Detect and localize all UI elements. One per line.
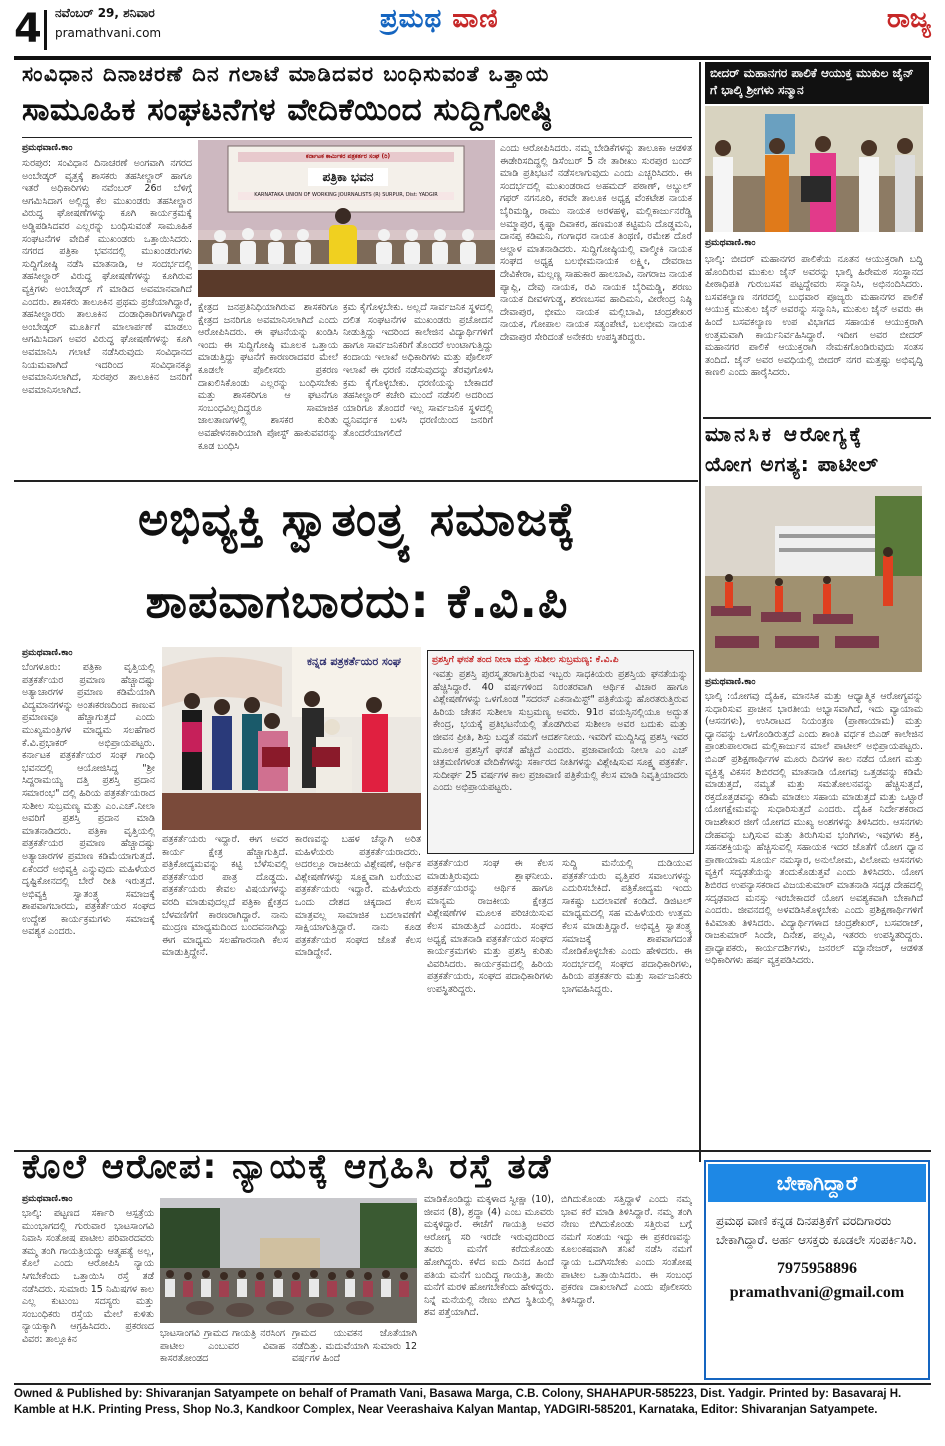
mid-story-credit: ಪ್ರಮಥವಾಣಿ.ಕಾಂ bbox=[22, 648, 73, 658]
page-number: 4 bbox=[14, 6, 42, 52]
mid-story-col-2: ಪತ್ರಕರ್ತೆಯರು ಇದ್ದಾರೆ. ಈಗ ಅವರ ಕಾರ್ಯ ಕ್ಷೇತ್ರ ಹೆಚ್ಚಾಗುತ್ತಿದೆ. ಪತ್ರಿಕೋದ್ಯಮವನ್ನು ಕಟ್ಟಿ ಬೆಳೆಸುವಲ್ಲಿ ಪತ್ರಕರ್ತೆಯರ ಪಾತ್ರ ದೊಡ್ಡದು. ಪತ್ರಕರ್ತೆಯರು ಕೇವಲ ವಿಷಯಗಳನ್ನು ವರದಿ ಮಾಡುವುದಲ್ಲದೆ ಪತ್ರಿಕಾ ಕ್ಷೇತ್ರದ ಬೆಳವಣಿಗೆಗೆ ಕಾರಣರಾಗಿದ್ದಾರೆ. ನಾನು ಮುದ್ರಣ ಮಾಧ್ಯಮದಿಂದ ಬಂದವನಾಗಿದ್ದು ಈಗ ಮಾಧ್ಯಮ ಸಲಹೆಗಾರನಾಗಿ ಕೆಲಸ ಮಾಡುತ್ತಿದ್ದೇನೆ. bbox=[162, 834, 288, 959]
felicitation-illustration bbox=[705, 106, 923, 232]
award-illustration bbox=[162, 647, 421, 830]
website-link[interactable]: pramathvani.com bbox=[55, 26, 162, 40]
right-story-1-headline-text: ಬೀದರ್ ಮಹಾನಗರ ಪಾಲಿಕೆ ಆಯುಕ್ತ ಮುಕುಲ ಜೈನ್ ಗೆ ಭಾಲ್ಕಿ ಶ್ರೀಗಳು ಸನ್ಮಾನ bbox=[710, 66, 914, 97]
masthead-rule bbox=[14, 56, 931, 60]
mid-story-col-5: ಸುದ್ದಿ ಮನೆಯಲ್ಲಿ ದುಡಿಯುವ ಪತ್ರಕರ್ತೆಯರು ವೃತ್ತಿಪರ ಸವಾಲುಗಳನ್ನು ಎದುರಿಸಬೇಕಿದೆ. ಪತ್ರಿಕೋದ್ಯಮ ಇಂದು ಸಾಕಷ್ಟು ಬದಲಾವಣೆ ಕಂಡಿದೆ. ಡಿಜಿಟಲ್ ಮಾಧ್ಯಮದಲ್ಲಿ ಸಹ ಮಹಿಳೆಯರು ಉತ್ತಮ ಕೆಲಸ ಮಾಡುತ್ತಿದ್ದಾರೆ. ಅಭಿವ್ಯಕ್ತಿ ಸ್ವಾತಂತ್ರ್ಯ ಸಮಾಜಕ್ಕೆ ಶಾಪವಾಗದಂತೆ ನೋಡಿಕೊಳ್ಳಬೇಕು ಎಂದು ಹೇಳಿದರು. ಈ ಸಂದರ್ಭದಲ್ಲಿ ಸಂಘದ ಪದಾಧಿಕಾರಿಗಳು, ಹಿರಿಯ ಪತ್ರಕರ್ತರು ಮತ್ತು ಸಾರ್ವಜನಿಕರು ಭಾಗವಹಿಸಿದ್ದರು. bbox=[562, 858, 692, 995]
footer-rule bbox=[14, 1383, 931, 1385]
mid-story-col-3: ಕಾರಣವನ್ನು ಬಹಳ ಚೆನ್ನಾಗಿ ಅರಿತ ಮಹಿಳೆಯರು ಪತ್ರಕರ್ತೆಯರಾದರು. ಅದರಲ್ಲೂ ರಾಜಕೀಯ ವಿಶ್ಲೇಷಣೆ, ಆರ್ಥಿಕ ವಿಶ್ಲೇಷಣೆಗಳನ್ನು ಸೂಕ್ಷ್ಮವಾಗಿ ಬರೆಯುವ ಪತ್ರಕರ್ತೆಯರು ಇದ್ದಾರೆ. ಮಹಿಳೆಯರು ಒಂದು ದೇಶದ ಚಿಕ್ಕದಾದ ಕೆಲಸ ಮಾತ್ರವಲ್ಲ ಸಾಮಾಜಿಕ ಬದಲಾವಣೆಗೆ ಸಾಕ್ಷಿಯಾಗುತ್ತಿದ್ದಾರೆ. ನಾನು ಕೂಡ ಪತ್ರಕರ್ತೆಯರ ಸಂಘದ ಜೊತೆ ಕೆಲಸ ಮಾಡಿದ್ದೇನೆ. bbox=[295, 834, 421, 959]
logo-word-1: ಪ್ರಮಥ bbox=[380, 4, 443, 34]
right-story-2-headline-1: ಮಾನಸಿಕ ಆರೋಗ್ಯಕ್ಕೆ bbox=[705, 422, 865, 446]
masthead bbox=[0, 0, 945, 58]
yoga-illustration bbox=[705, 486, 922, 672]
press-meet-photo bbox=[198, 140, 495, 297]
masthead-divider bbox=[44, 10, 47, 50]
yoga-photo bbox=[705, 486, 922, 672]
bottom-story-col-3: ಗ್ರಾಮದ ಯುವಕನ ಜೊತೆಯಾಗಿ ನಡೆದಿತ್ತು. ಮದುವೆಯಾಗಿ ಸುಮಾರು 12 ವರ್ಷಗಳ ಹಿಂದೆ bbox=[292, 1328, 417, 1365]
top-story-headline-2: ಸಾಮೂಹಿಕ ಸಂಘಟನೆಗಳ ವೇದಿಕೆಯಿಂದ ಸುದ್ದಿಗೋಷ್ಠಿ bbox=[22, 92, 553, 128]
rule bbox=[22, 137, 692, 138]
mid-story-box bbox=[427, 650, 694, 854]
section-divider bbox=[14, 480, 698, 482]
logo-word-2: ವಾಣಿ bbox=[452, 4, 499, 34]
banner-text-2: ಪತ್ರಿಕಾ ಭವನ bbox=[322, 170, 374, 184]
column-divider bbox=[699, 62, 701, 1162]
mid-story-box-text: ಇವತ್ತು ಪ್ರಶಸ್ತಿ ಪುರಸ್ಕೃತರಾಗುತ್ತಿರುವ ಇಬ್ಬರು ಸಾಧಕಿಯರು ಪ್ರಶಸ್ತಿಯ ಘನತೆಯನ್ನು ಹೆಚ್ಚಿಸಿದ್ದಾರೆ. 40 ವರ್ಷಗಳಿಂದ ನಿರಂತರವಾಗಿ ಆರ್ಥಿಕ ವಿಚಾರ ಹಾಗೂ ವಿಶ್ಲೇಷಣೆಗಳನ್ನು ಒಳಗೊಂಡ "ಸದರನ್ ಎಕನಾಮಿಸ್ಟ್" ಪತ್ರಿಕೆಯನ್ನು ಹೊರತರುತ್ತಿರುವ ಹಿರಿಯ ಚೇತನ ಸುಶೀಲಾ ಸುಬ್ರಮಣ್ಯ ಅವರು. 91ರ ವಯಸ್ಸಿನಲ್ಲಿಯೂ ಅದ್ಭುತ ಕೇಂದ್ರ, ಭಯಕ್ಕೆ ಪ್ರತಿಭಟನೆಯಲ್ಲಿ ತೊಡಗಿರುವ ಸುಶೀಲಾ ಅವರ ಬದುಕು ಮತ್ತು ಜೀವನ ಪ್ರೀತಿ, ಶಿಸ್ತು ಬದ್ಧತೆ ನಮಗೆ ಆದರ್ಶನೀಯ. ಇವರಿಗೆ ಮುದ್ದಿಸಿದ್ದ ಪ್ರಶಸ್ತಿ ಇವರ ಮೂಲಕ ಪ್ರಶಸ್ತಿಗೆ ಘನತೆ ಹೆಚ್ಚಿದೆ ಎಂದರು. ಪ್ರಜಾವಾಣಿಯ ನೀಲಾ ಎಂ ಎಚ್ ಚಿತ್ರಮಣಿಗಳಂತ ವೇದಿಕೆಗಳನ್ನು ಸರ್ಕಾರದ ನೀತಿಗಳನ್ನು ವಿಶ್ಲೇಷಿಸುವ ಸೂಕ್ಷ್ಮ ಪತ್ರಕರ್ತೆ. ಸುದೀರ್ಘ 25 ವರ್ಷಗಳ ಕಾಲ ಪ್ರಜಾವಾಣಿ ಪತ್ರಿಕೆಯಲ್ಲಿ ಕೆಲಸ ಮಾಡಿ ನಿವೃತ್ತಿಯಾದರು ಎಂದು ಅಭಿಪ್ರಾಯಪಟ್ಟರು. bbox=[433, 669, 688, 794]
mid-story-subhead: ಪ್ರಶಸ್ತಿಗೆ ಘನತೆ ತಂದ ನೀಲಾ ಮತ್ತು ಸುಶೀಲ ಸುಬ್ರಮಣ್ಯ: ಕೆ.ವಿ.ಪಿ bbox=[432, 655, 619, 665]
right-story-2-headline-2: ಯೋಗ ಅಗತ್ಯ: ಪಾಟೀಲ್ bbox=[705, 452, 879, 476]
mid-story-col-4: ಪತ್ರಕರ್ತೆಯರ ಸಂಘ ಈ ಕೆಲಸ ಮಾಡುತ್ತಿರುವುದು ಶ್ಲಾಘನೀಯ. ಪತ್ರಕರ್ತೆಯರನ್ನು ಆರ್ಥಿಕ ಹಾಗೂ ಮಾನ್ಯಮ ರಾಜಕೀಯ ಕ್ಷೇತ್ರದ ವಿಶ್ಲೇಷಣೆಗಳ ಮೂಲಕ ಪರಿಚಯಿಸುವ ಕೆಲಸ ಮಾಡುತ್ತಿದೆ ಎಂದರು. ಸಂಘದ ಅಧ್ಯಕ್ಷೆ ಮಾತನಾಡಿ ಪತ್ರಕರ್ತೆಯರ ಸಂಘದ ಕಾರ್ಯಕ್ರಮಗಳು ಮತ್ತು ಪ್ರಶಸ್ತಿ ಕುರಿತು ವಿವರಿಸಿದರು. ಕಾರ್ಯಕ್ರಮದಲ್ಲಿ ಹಿರಿಯ ಪತ್ರಕರ್ತೆಯರು, ಸಂಘದ ಪದಾಧಿಕಾರಿಗಳು ಉಪಸ್ಥಿತರಿದ್ದರು. bbox=[427, 858, 553, 995]
press-meet-illustration bbox=[198, 140, 495, 297]
bottom-story-col-4: ಮಾಡಿಕೊಂಡಿದ್ದು ಮಕ್ಕಳಾದ ಸ್ವೀಕ್ಷಾ (10), ಜೀವನ (8), ಶ್ರದ್ಧಾ (4) ಎಂಬ ಮೂವರು ಮಕ್ಕಳಿದ್ದಾರೆ. ಈಚೆಗೆ ಗಾಯತ್ರಿ ಅವರ ಆರೋಗ್ಯ ಸರಿ ಇರದೇ ಇರುವುದರಿಂದ ತವರು ಮನೆಗೆ ಕರೆದುಕೊಂಡು ಹೋಗಿದ್ದರು. ಕಳೆದ ಐದು ದಿನದ ಹಿಂದೆ ಪತಿಯ ಮನೆಗೆ ಬಂದಿದ್ದ ಗಾಯತ್ರಿ, ತಾಯಿ ಮನೆಗೆ ಮರಳಿ ಹೋಗಬೇಕೆಂದು ಹೇಳಿದ್ದರು. ನಿನ್ನೆ ಮನೆಯಲ್ಲಿ ನೇಣು ಬಿಗಿದ ಸ್ಥಿತಿಯಲ್ಲಿ ಶವ ಪತ್ತೆಯಾಗಿದೆ. bbox=[424, 1194, 554, 1319]
bottom-story-credit: ಪ್ರಮಥವಾಣಿ.ಕಾಂ bbox=[22, 1194, 73, 1204]
bottom-story-col-1: ಭಾಲ್ಕಿ: ಪಟ್ಟಣದ ಸರ್ಕಾರಿ ಆಸ್ಪತ್ರೆಯ ಮುಂಭಾಗದಲ್ಲಿ ಗುರುವಾರ ಭಾಟಸಾಂಗವಿ ನಿವಾಸಿ ಸಂತೋಷ ಪಾಟೀಲ ಪರಿವಾರದವರು ತಮ್ಮ ತಂಗಿ ಗಾಯತ್ರಿಯದ್ದು ಆತ್ಮಹತ್ಯೆ ಅಲ್ಲ, ಕೊಲೆ ಎಂದು ಆರೋಪಿಸಿ ನ್ಯಾಯ ಸಿಗಬೇಕೆಂದು ಒತ್ತಾಯಿಸಿ ರಸ್ತೆ ತಡೆ ನಡೆಸಿದರು. ಸುಮಾರು 15 ನಿಮಿಷಗಳ ಕಾಲ ಎಲ್ಲ ಕುಟುಂಬ ಸದಸ್ಯರು ಮತ್ತು ಸಂಬಂಧಿಕರು ರಸ್ತೆಯ ಮೇಲೆ ಕುಳಿತು ನ್ಯಾಯಕ್ಕಾಗಿ ಆಗ್ರಹಿಸಿದರು. ಪ್ರಕರಣದ ವಿವರ: ತಾಲ್ಲೂಕಿನ bbox=[22, 1208, 154, 1345]
section-label: ರಾಜ್ಯ bbox=[887, 4, 931, 34]
right-story-1-text: ಭಾಲ್ಕಿ: ಬೀದರ್ ಮಹಾನಗರ ಪಾಲಿಕೆಯ ನೂತನ ಆಯುಕ್ತರಾಗಿ ಬದ್ಧಿ ಹೊಂದಿರುವ ಮುಕುಲ ಜೈನ್ ಅವರನ್ನು ಭಾಲ್ಕಿ ಹಿರೇಮಠ ಸಂಸ್ಥಾನದ ಪೀಠಾಧಿಪತಿ ಗುರುಬಸವ ಪಟ್ಟದ್ದೇವರು ಸನ್ಮಾನಿಸಿ, ಅಭಿನಂದಿಸಿದರು. ಬಸವಕಲ್ಯಾಣ ನಗರದಲ್ಲಿ ಬುಧವಾರ ಪೂಜ್ಯರು ಮಹಾನಗರ ಪಾಲಿಕೆ ಆಯುಕ್ತ ಮುಕುಲ ಜೈನ್ ಅವರನ್ನು ಸನ್ಮಾನಿಸಿ, ಮುಕುಲ ಜೈನ್ ಅವರು ಈ ಹಿಂದೆ ಬಸವಕಲ್ಯಾಣ ಉಪ ವಿಭಾಗದ ಸಹಾಯಕ ಆಯುಕ್ತರಾಗಿ ಉತ್ತಮವಾಗಿ ಕಾರ್ಯನಿರ್ವಹಿಸಿದ್ದಾರೆ. ಇದೀಗ ಅವರ ಬೀದರ್ ಮಹಾನಗರ ಪಾಲಿಕೆ ಆಯುಕ್ತರಾಗಿ ನೇಮಕಗೊಂಡಿರುವುದು ಸಂತಸ ತಂದಿದೆ. ಜೈನ್ ಅವರ ಅವಧಿಯಲ್ಲಿ ಬೀದರ್ ನಗರ ಮತ್ತಷ್ಟು ಅಭಿವೃದ್ಧಿ ಕಾಣಲಿ ಎಂದು ಹಾರೈಸಿದರು. bbox=[705, 254, 923, 379]
newspaper-logo bbox=[380, 4, 499, 35]
bottom-story-headline: ಕೊಲೆ ಆರೋಪ: ನ್ಯಾಯಕ್ಕೆ ಆಗ್ರಹಿಸಿ ರಸ್ತೆ ತಡೆ bbox=[22, 1147, 553, 1187]
classified-title: ಬೇಕಾಗಿದ್ದಾರೆ bbox=[708, 1164, 926, 1202]
classified-email[interactable]: pramathvani@gmail.com bbox=[729, 1284, 905, 1301]
right-story-2-credit: ಪ್ರಮಥವಾಣಿ.ಕಾಂ bbox=[705, 677, 756, 687]
right-story-1-credit: ಪ್ರಮಥವಾಣಿ.ಕಾಂ bbox=[705, 238, 756, 248]
road-block-illustration bbox=[160, 1198, 417, 1323]
mid-story-headline-2: ಶಾಪವಾಗಬಾರದು: ಕೆ.ವಿ.ಪಿ bbox=[145, 574, 569, 628]
classified-text: ಪ್ರಮಥ ವಾಣಿ ಕನ್ನಡ ದಿನಪತ್ರಿಕೆಗೆ ವರದಿಗಾರರು ಬೇಕಾಗಿದ್ದಾರೆ. ಅರ್ಹ ಆಸಕ್ತರು ಕೂಡಲೇ ಸಂಪರ್ಕಿಸಿರಿ. bbox=[716, 1214, 917, 1247]
classified-ad bbox=[704, 1160, 930, 1380]
top-story-credit: ಪ್ರಮಥವಾಣಿ.ಕಾಂ bbox=[22, 143, 73, 153]
mid-story-headline-1: ಅಭಿವ್ಯಕ್ತಿ ಸ್ವಾತಂತ್ರ್ಯ ಸಮಾಜಕ್ಕೆ bbox=[138, 492, 576, 546]
right-divider-1 bbox=[703, 417, 931, 419]
award-photo bbox=[162, 647, 421, 830]
road-block-photo bbox=[160, 1198, 417, 1323]
felicitation-photo bbox=[705, 106, 923, 232]
right-story-2-text: ಭಾಲ್ಕಿ :ಯೋಗವು ದೈಹಿಕ, ಮಾನಸಿಕ ಮತ್ತು ಆಧ್ಯಾತ್ಮಿಕ ಆರೋಗ್ಯವನ್ನು ಸುಧಾರಿಸುವ ಪ್ರಾಚೀನ ಭಾರತೀಯ ಅಭ್ಯಾಸವಾಗಿದೆ, ಇದು ವ್ಯಾಯಾಮ (ಆಸನಗಳು), ಉಸಿರಾಟದ ನಿಯಂತ್ರಣ (ಪ್ರಾಣಾಯಾಮ) ಮತ್ತು ಧ್ಯಾನವನ್ನು ಒಳಗೊಂಡಿರುತ್ತದೆ ಎಂದು ಶಾಂತಿ ವರ್ಧಕ ಬಿಎಡ್ ಕಾಲೇಜಿನ ಪ್ರಾಂಶುಪಾಲರಾದ ಮಲ್ಲಿಕಾರ್ಜುನ ಮಾಲೆ ಪಾಟೀಲ್ ಅಭಿಪ್ರಾಯಪಟ್ಟರು. ಬಿಎಡ್ ಪ್ರಶಿಕ್ಷಣಾರ್ಥಿಗಳ ಮೂರು ದಿನಗಳ ಕಾಲ ನಡೆದ ಯೋಗ ಮತ್ತು ವ್ಯಕ್ತಿತ್ವ ವಿಕಸನ ಶಿಬಿರದಲ್ಲಿ ಮಾತನಾಡಿ ಯೋಗವು ಒತ್ತಡವನ್ನು ಕಡಿಮೆ ಮಾಡುತ್ತದೆ, ನಮ್ಯತೆ ಮತ್ತು ಸಮತೋಲನವನ್ನು ಹೆಚ್ಚಿಸುತ್ತದೆ, ರಕ್ತದೊತ್ತಡವನ್ನು ಕಡಿಮೆ ಮಾಡಲು ಸಹಾಯ ಮಾಡುತ್ತದೆ ಮತ್ತು ಒಟ್ಟಾರೆ ಯೋಗಕ್ಷೇಮವನ್ನು ಸುಧಾರಿಸುತ್ತದೆ ಎಂದರು. ದೈಹಿಕ ನಿರ್ದೇಶಕರಾದ ರಾಜಶೇಖರ ಜೀಗೆ ಯೋಗದ ಮುಖ್ಯ ಅಂಶಗಳನ್ನು ತಿಳಿಸಿದರು. ಆಸನಗಳು ದೇಹವನ್ನು ಬಗ್ಗಿಸುವ ಮತ್ತು ತಿರುಗಿಸುವ ಭಂಗಿಗಳು, ಇವುಗಳು ಶಕ್ತಿ, ಸಹನಶಕ್ತಿಯನ್ನು ಹೆಚ್ಚಿಸುವಲ್ಲಿ ಸಹಾಯಕ ಇದರ ಜೊತೆಗೆ ಯೋಗ ಧ್ಯಾನ ಪ್ರಾಣಾಯಾಮ ಸೂರ್ಯ ನಮಸ್ಕಾರ, ಅನುಲೋಮ, ವಿಲೋಮ ಆಸನಗಳು ವ್ಯಕ್ತಿಗೆ ಸದೃಢತೆಯನ್ನು ತಂದುಕೊಡುತ್ತವೆ ಎಂದು ತಿಳಿಸಿದರು. ಯೋಗ ಶಿಬಿರದ ಉಪನ್ಯಾಸಕರಾದ ವಿಜಯಕುಮಾರ್ ಮಾತನಾಡಿ ಸದೃಢ ದೇಹದಲ್ಲಿ ಸದೃಢವಾದ ಮನಸ್ಸು ಇರಬೇಕಾದರೆ ಯೋಗ ಅವಶ್ಯಕವಾಗಿ ಬೇಕಾಗಿದೆ ಎಂದರು. ಜೀವನದಲ್ಲಿ ಅಳವಡಿಸಿಕೊಳ್ಳಬೇಕು ಎಂದು ಪ್ರಶಿಕ್ಷಣಾರ್ಥಿಗಳಿಗೆ ಕಿವಿಮಾತು ತಿಳಿಸಿದರು. ವಿದ್ಯಾರ್ಥಿಗಳಾದ ಚಂದ್ರಶೇಖರ್, ಬಸವರಾಜ್, ರಾಜಕುಮಾರ್ ಸಿಂದೇ, ದಿನೇಶ, ಪಲ್ಲವಿ, ಇತರರು ಉಪಸ್ಥಿತರಿದ್ದರು. ಪ್ರಾಧ್ಯಾಪಕರು, ಕಾರ್ಯದರ್ಶಿಗಳು, ಜನರಲ್ ಮ್ಯಾನೇಜರ್, ಆಡಳಿತ ಅಧಿಕಾರಿಗಳು ಹರ್ಷ ವ್ಯಕ್ತಪಡಿಸಿದರು. bbox=[705, 691, 923, 967]
top-story-col-4: ಎಂದು ಆರೋಪಿಸಿದರು. ನಮ್ಮ ಬೇಡಿಕೆಗಳನ್ನು ತಾಲೂಕಾ ಆಡಳಿತ ಈಡೇರಿಸದಿದ್ದಲ್ಲಿ ಡಿಸೆಂಬರ್ 5 ನೇ ತಾರೀಖು ಸುರಪುರ ಬಂದ್ ಮಾಡಿ ಪ್ರತಿಭಟನೆ ನಡೆಸಲಾಗುವುದು ಎಂದು ಎಚ್ಚರಿಸಿದರು. ಈ ಸಂದರ್ಭದಲ್ಲಿ ಮುಖಂಡರಾದ ಅಹಮದ್ ಪಠಾಣ್, ಅಬ್ದುಲ್ ಗಫರ್ ನಗನೂರಿ, ಕರವೇ ತಾಲೂಕ ಅಧ್ಯಕ್ಷ ವೆಂಕಟೇಶ ನಾಯಕ ಬೈರಿಮಡ್ಡಿ, ರಾಮು ನಾಯಕ ಅರಳಹಳ್ಳಿ, ಮಲ್ಲಿಕಾರ್ಜುನರೆಡ್ಡಿ ಅಮ್ಮಾಪುರ, ಕೃಷ್ಣಾ ದಿವಾಕರ, ಹಣಮಂತ ಕಟ್ಟಿಮನಿ ದೊಡ್ಡಮನಿ, ದಾನಪ್ಪ ಕಡಿಮನಿ, ಗಂಗಾಧರ ನಾಯಕ ತಿಂಥಣಿ, ರಮೇಶ ದೊರೆ ಆಲ್ದಾಳ ಮಾತನಾಡಿದರು. ಸುದ್ದಿಗೋಷ್ಠಿಯಲ್ಲಿ ವಾಲ್ಮೀಕಿ ನಾಯಕ ಸಂಘದ ಅಧ್ಯಕ್ಷ ಬಲಭೀಮನಾಯಕ ಲಕ್ಷ್ಮೀ, ದೇವರಾಜ ದೇವಿಕೇರಾ, ಮಲ್ಲಣ್ಣ ಸಾಹುಕಾರ ಹಾಲಬಾವಿ, ನಾಗರಾಜ ನಾಯಕ ಪ್ಯಾಪ್ಲಿ, ದೇವು ನಾಯಕ, ರವಿ ನಾಯಕ ಬೈರಿಮಡ್ಡಿ, ಶರಣು ನಾಯಕ ದೀವಳಗುಡ್ಡ, ಶರಣಬಸವ ಹಾದಿಮನಿ, ವೀರೇಂದ್ರ ನಿಷ್ಠಿ ದೇವಾಪುರ, ಭೀಮು ನಾಯಕ ಮಲ್ಲಿಬಾವಿ, ಚಂದ್ರಶೇಖರ ನಾಯಕ, ಗೋಪಾಲ ನಾಯಕ ಸತ್ಯಂಪೇಟೆ, ಬಲಭೀಮ ನಾಯಕ ದೇವಾಪುರ ಸೇರಿದಂತೆ ಅನೇಕರು ಉಪಸ್ಥಿತರಿದ್ದರು. bbox=[500, 143, 692, 343]
bottom-story-col-2: ಭಾಟಸಾಂಗವಿ ಗ್ರಾಮದ ಗಾಯತ್ರಿ ನರಸಿಂಗ ಪಾಟೀಲ ಎಂಬುವರ ವಿವಾಹ ಕಾಸರತೋಂಡದ bbox=[160, 1328, 285, 1365]
banner-text-1: ಕರ್ನಾಟಕ ಕಾರ್ಮಿಕರ ಪತ್ರಕರ್ತರ ಸಂಘ (ರಿ) bbox=[305, 153, 391, 160]
top-story-col-1: ಸುರಪುರ: ಸಂವಿಧಾನ ದಿನಾಚರಣೆ ಅಂಗವಾಗಿ ನಗರದ ಅಂಬೇಡ್ಕರ್ ವೃತ್ತಕ್ಕೆ ಶಾಸಕರು ತಹಸೀಲ್ದಾರ್ ಹಾಗೂ ಇತರೆ ಅಧಿಕಾರಿಗಳು ನವೆಂಬರ್ 26ರ ಬೆಳಿಗ್ಗೆ ಆಗಮಿಸಿದಾಗ ಅಲ್ಲಿದ್ದ ಕೆಲ ಮುಖಂಡರು ತಹಸೀಲ್ದಾರ ವಿರುದ್ಧ ಘೋಷಣೆಗಳನ್ನು ಕೂಗಿ ಕಾರ್ಯಕ್ರಮಕ್ಕೆ ಅಡ್ಡಿಪಡಿಸಿದವರ ಎಲ್ಲರನ್ನು ಬಂಧಿಸುವಂತೆ ಸಾಮೂಹಿಕ ಸಂಘಟನೆಗಳ ವೇದಿಕೆ ಮುಖಂಡರು ಒತ್ತಾಯಿಸಿದರು. ನಗರದ ಪತ್ರಿಕಾ ಭವನದಲ್ಲಿ ಮುಖಂಡರುಗಳು ಸುದ್ದಿಗೋಷ್ಠಿ ನಡೆಸಿ ಮಾತನಾಡಿ, ಆ ಸಂದರ್ಭದಲ್ಲಿ ತಹಸೀಲ್ದಾರ್ ವಿರುದ್ಧ ಘೋಷಣೆಗಳನ್ನು ಕೂಗಿರುವ ವ್ಯಕ್ತಿಗಳು ಅಂಬೇಡ್ಕರ್‌ ಗೆ ಮಾಡಿದ ಅವಮಾನವಾಗಿದೆ ಎಂದರು. ಶಾಸಕರು ತಾಲೂಕಿನ ಪ್ರಥಮ ಪ್ರಜೆಯಾಗಿದ್ದಾರೆ, ತಹಸೀಲ್ದಾರರು ತಾಲೂಕಿನ ದಂಡಾಧಿಕಾರಿಗಳಾಗಿದ್ದಾರೆ ಅಂಬೇಡ್ಕರ್ ಮೂರ್ತಿಗೆ ಮಾಲಾರ್ಪಣೆ ಮಾಡಲು ಆಗಮಿಸಿದಾಗ ಅವರ ವಿರುದ್ಧ ಘೋಷಣೆಗಳನ್ನು ಕೂಗಿ ಅವಮಾನಿಸಿ ಗಲಾಟೆ ನಡೆಸಿರುವುದು ಸಂವಿಧಾನದ ನಿಯಮವಾಗಿದೆ ಇದರಿಂದ ಸಂವಿಧಾನಕ್ಕೂ ಅವಮಾನಿಸಲಾಗಿದೆ, ಸುರಪುರ ತಾಲೂಕಿನ ಜನರಿಗೆ ಅವಮಾನಿಸಲಾಗಿದೆ. bbox=[22, 158, 192, 396]
top-story-col-3: ಕ್ರಮ ಕೈಗೊಳ್ಳಬೇಕು. ಅಲ್ಲದೆ ಸಾರ್ವಜನಿಕ ಸ್ಥಳದಲ್ಲಿ ದಲಿತ ಸಂಘಟನೆಗಳ ಮುಖಂಡರು ಪ್ರಚೋದನೆ ನೀಡುತ್ತಿದ್ದು ಇದರಿಂದ ಕಾಲೇಜಿನ ವಿದ್ಯಾರ್ಥಿಗಳಿಗೆ ಹಾಗೂ ಸಾರ್ವಜನಿಕರಿಗೆ ತೊಂದರೆ ಉಂಟಾಗುತ್ತಿದ್ದು ಕಂದಾಯ ಇಲಾಖೆ ಅಧಿಕಾರಿಗಳು ಮತ್ತು ಪೊಲೀಸ್ ಇಲಾಖೆ ಈ ಧರಣಿ ನಡೆಸುವುದನ್ನು ತೆರವುಗೊಳಿಸಿ ಕ್ರಮ ಕೈಗೊಳ್ಳಬೇಕು. ಧರಣಿಯನ್ನು ಬೇಕಾದರೆ ತಹಸೀಲ್ದಾರ್ ಕಚೇರಿ ಮುಂದೆ ನಡೆಸಲಿ ಅದರಿಂದ ಯಾರಿಗೂ ತೊಂದರೆ ಇಲ್ಲ ಸಾರ್ವಜನಿಕ ಸ್ಥಳದಲ್ಲಿ ಧ್ವನಿವರ್ಧಕ ಬಳಸಿ ಧರಣಿಯಿಂದ ಜನರಿಗೆ ತೊಂದರೆಯಾಗಲಿದೆ bbox=[343, 302, 493, 439]
classified-phone[interactable]: 7975958896 bbox=[777, 1260, 857, 1277]
top-story-col-2: ಕ್ಷೇತ್ರದ ಜನಪ್ರತಿನಿಧಿಯಾಗಿರುವ ಶಾಸಕರಿಗೂ ಕ್ಷೇತ್ರದ ಜನರಿಗೂ ಅವಮಾನಿಸಲಾಗಿದೆ ಎಂದು ಆರೋಪಿಸಿದರು. ಈ ಘಟನೆಯನ್ನು ಖಂಡಿಸಿ ಇಂದು ಈ ಸುದ್ದಿಗೋಷ್ಠಿ ಮೂಲಕ ಒತ್ತಾಯ ಮಾಡುತ್ತಿದ್ದು ಘಟನೆಗೆ ಕಾರಣರಾದವರ ಮೇಲೆ ಕೂಡಲೇ ಪೊಲೀಸರು ಪ್ರಕರಣ ದಾಖಲಿಸಿಕೊಂಡು ಎಲ್ಲರನ್ನು ಬಂಧಿಸಬೇಕು ಮತ್ತು ಶಾಸಕರಿಗೂ ಆ ಘಟನೆಗೂ ಸಂಬಂಧವಿಲ್ಲದಿದ್ದರೂ ಸಾಮಾಜಿಕ ಜಾಲತಾಣಗಳಲ್ಲಿ ಶಾಸಕರ ಕುರಿತು ಅವಹೇಳನಕಾರಿಯಾಗಿ ಪೋಸ್ಟ್ ಹಾಕುವವರನ್ನು ಕೂಡ ಬಂಧಿಸಿ bbox=[198, 302, 338, 452]
top-story-headline-1: ಸಂವಿಧಾನ ದಿನಾಚರಣೆ ದಿನ ಗಲಾಟೆ ಮಾಡಿದವರ ಬಂಧಿಸುವಂತೆ ಒತ್ತಾಯ bbox=[22, 62, 550, 86]
mid-story-col-1: ಬೆಂಗಳೂರು: ಪತ್ರಿಕಾ ವೃತ್ತಿಯಲ್ಲಿ ಪತ್ರಕರ್ತೆಯರ ಪ್ರಮಾಣ ಹೆಚ್ಚಾದಷ್ಟು ಅತ್ಯಾಚಾರಗಳ ಪ್ರಮಾಣ ಕಡಿಮೆಯಾಗಿ ವಿದ್ಯಮಾನಗಳನ್ನು ಅಂತಃಕರಣದಿಂದ ಕಾಣುವ ಪ್ರಮಾಣವೂ ಹೆಚ್ಚಾಗುತ್ತದೆ ಎಂದು ಮುಖ್ಯಮಂತ್ರಿಗಳ ಮಾಧ್ಯಮ ಸಲಹೆಗಾರ ಕೆ.ವಿ.ಪ್ರಭಾಕರ್ ಅಭಿಪ್ರಾಯಪಟ್ಟರು. ಕರ್ನಾಟಕ ಪತ್ರಕರ್ತೆಯರ ಸಂಘ ಗಾಂಧಿ ಭವನದಲ್ಲಿ ಆಯೋಜಿಸಿದ್ದ "ಶ್ರೀ ಸಿದ್ದರಾಮಯ್ಯ ದತ್ತಿ ಪ್ರಶಸ್ತಿ ಪ್ರದಾನ ಸಮಾರಂಭ" ದಲ್ಲಿ ಹಿರಿಯ ಪತ್ರಕರ್ತೆಯರಾದ ಸುಶೀಲ ಸುಬ್ರಮಣ್ಯ ಮತ್ತು ಎಂ.ಎಚ್.ನೀಲಾ ಅವರಿಗೆ ಪ್ರಶಸ್ತಿ ಪ್ರದಾನ ಮಾಡಿ ಮಾತನಾಡಿದರು. ಪತ್ರಿಕಾ ವೃತ್ತಿಯಲ್ಲಿ ಪತ್ರಕರ್ತೆಯರ ಪ್ರಮಾಣ ಹೆಚ್ಚಾದಷ್ಟು ಅತ್ಯಾಚಾರಗಳ ಪ್ರಮಾಣ ಕಡಿಮೆಯಾಗುತ್ತದೆ. ಏಕೆಂದರೆ ಅಭಿವ್ಯಕ್ತಿ ಎನ್ನುವುದು ಮಹಿಳೆಯರ ದೃಷ್ಟಿಕೋನದಲ್ಲಿ ಬೇರೆ ರೀತಿ ಇರುತ್ತದೆ. ಅಭಿವ್ಯಕ್ತಿ ಸ್ವಾತಂತ್ರ್ಯ ಸಮಾಜಕ್ಕೆ ಶಾಪವಾಗಬಾರದು, ಪತ್ರಕರ್ತೆಯರ ಸಂಘದ ಉದ್ದೇಶ ಕಾರ್ಯಕ್ರಮಗಳು ಸಮಾಜಕ್ಕೆ ಅವಶ್ಯಕ ಎಂದರು. bbox=[22, 662, 155, 938]
right-story-1-headline bbox=[705, 62, 929, 104]
banner-text-3: KARNATAKA UNION OF WORKING JOURNALISTS (R) SURPUR, Dist: YADGIR bbox=[254, 192, 438, 198]
issue-date: ನವೆಂಬರ್ 29, ಶನಿವಾರ bbox=[55, 6, 155, 20]
award-backdrop-text: ಕನ್ನಡ ಪತ್ರಕರ್ತೆಯರ ಸಂಘ bbox=[306, 655, 402, 668]
imprint-footer: Owned & Published by: Shivaranjan Satyampete on behalf of Pramath Vani, Basawa Marga, C.B. Colony, SHAHAPUR-585223, Dist. Yadgir. Printed by: Basavaraj H. Kamble at H.K. Printing Press, Shop No.3, Kandkoor Complex, Near Veerashaiva Kalyan Mantap, YADGIRI-585201, Karnataka, Editor: Shivaranjan Satyampete. bbox=[14, 1388, 902, 1416]
bottom-story-col-5: ಬಿಗಿದುಕೊಂಡು ಸತ್ತಿದ್ದಾಳೆ ಎಂದು ನಮ್ಮ ಭಾವ ಕರೆ ಮಾಡಿ ತಿಳಿಸಿದ್ದಾರೆ. ನಮ್ಮ ತಂಗಿ ನೇಣು ಬಿಗಿದುಕೊಂಡು ಸತ್ತಿರುವ ಬಗ್ಗೆ ನಮಗೆ ಸಂಶಯ ಇದ್ದು ಈ ಪ್ರಕರಣವನ್ನು ಕೂಲಂಕಷವಾಗಿ ತನಿಖೆ ನಡೆಸಿ ನಮಗೆ ನ್ಯಾಯ ಒದಗಿಸಬೇಕು ಎಂದು ಸಂತೋಷ ಪಾಟೀಲ ಒತ್ತಾಯಿಸಿದರು. ಈ ಸಂಬಂಧ ಪ್ರಕರಣ ದಾಖಲಾಗಿದೆ ಎಂದು ಪೊಲೀಸರು ತಿಳಿಸಿದ್ದಾರೆ. bbox=[561, 1194, 692, 1306]
